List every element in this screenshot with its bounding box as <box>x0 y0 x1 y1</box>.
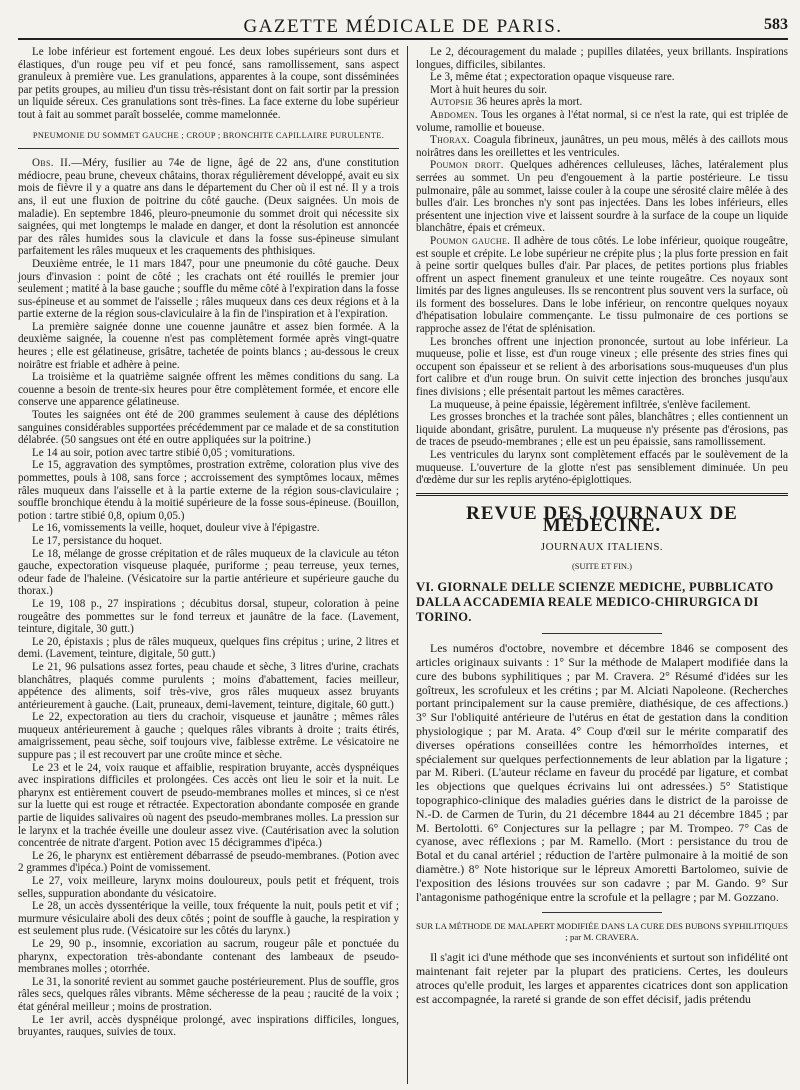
autopsie-text: 36 heures après la mort. <box>473 96 583 109</box>
paragraph-day-29: Le 29, 90 p., insomnie, excoriation au sacrum, rougeur pâle et ponctuée du pharynx, expectoration très-abondante contenant des lambeaux de pseudo-membranes molles ; otorrhée. <box>18 937 399 976</box>
paragraph-muqueuse: La muqueuse, à peine épaissie, légèrement infiltrée, s'enlève facilement. <box>430 398 751 411</box>
observation-paragraph <box>18 157 399 258</box>
paragraph-grosses-bronches: Les grosses bronches et la trachée sont pâles, blanchâtres ; elles contiennent un liquide abondant, grisâtre, purulent. La muqueuse n'y présente pas d'érosions, pas de traces de pseudo-membranes ; elle est un peu épaissie, sans ramollissement. <box>416 411 788 449</box>
observation-label: Obs. II. <box>32 157 72 170</box>
paragraph-day-22: Le 22, expectoration au tiers du crachoir, visqueuse et jaunâtre ; mêmes râles muqueux antérieurement à gauche ; quelques râles vibrants à droite ; traits étirés, amaigrissement, peau sèche, soif toujours vive, faiblesse extrême. Le vésicatoire ne suppure pas ; il est recouvert par une croûte mince et sèche. <box>18 711 399 762</box>
short-rule <box>542 633 662 634</box>
poumon-gauche-text: Il adhère de tous côtés. Le lobe inférieur, quoique rougeâtre, est souple et crépite. Le lobe supérieur ne crépite plus ; la plus forte pression en fait à peine sortir quelques bulles d'air. Par places, de petites portions plus friables offrent un aspect finement granuleux et une teinte rougeâtre. Ces noyaux sont limités par des lignes anguleuses. Ils se rencontrent plus souvent vers la surface, où ils forment des bosselures. Dans le lobe inférieur, on rencontre quelques noyaux d'hépatisation lobulaire commençante. Le tissu pulmonaire de ces portions se rapproche assez de l'état de splénisation. <box>416 234 788 336</box>
paragraph-day-28: Le 28, un accès dyssentérique la veille, toux fréquente la nuit, pouls petit et vif ; murmure vésiculaire aboli des deux côtés ; point de souffle à gauche, la respiration y est seulement plus rude. (Vésicatoire sur les côtés du larynx.) <box>18 900 399 938</box>
paragraph-entree: Deuxième entrée, le 11 mars 1847, pour une pneumonie du côté gauche. Deux jours d'invasion : point de côté ; les crachats ont été rouillés le premier jour seulement ; matité à la base gauche ; souffle du même côté à l'expiration dans la fosse sus-épineuse et au sommet de l'aisselle ; râles muqueux dans ces deux régions et à la partie externe de la région sous-claviculaire à la fin de l'inspiration et à l'expiration. <box>18 257 399 321</box>
observation-text: —Méry, fusilier au 74e de ligne, âgé de 22 ans, d'une constitution médiocre, peau brune, cheveux châtains, thorax régulièrement développé, avait eu six mois de fièvre il y a quatre ans dans le département du Cher où il est né. Il y a trois ans, il eut une fluxion de poitrine du côté gauche. (Deux saignées. Un mois de maladie). En septembre 1846, pleuro-pneumonie du sommet droit qui nécessite six saignées, qui met longtemps le malade en danger, et dont la résolution est annoncée par des râles humides sous la clavicule et dans la fosse sus-épineuse simulant parfaitement les râles muqueux et les craquements des phthisiques. <box>18 157 400 258</box>
paragraph-mort: Mort à huit heures du soir. <box>430 83 548 96</box>
column-divider <box>407 46 408 1084</box>
paragraph-day-19: Le 19, 108 p., 27 inspirations ; décubitus dorsal, stupeur, coloration à peine rougeâtre des pommettes sur le fond terreux et jaunâtre de la face. (Lavement, teinture, digitale, 30 gutt.) <box>18 597 399 636</box>
short-rule-2 <box>542 912 662 913</box>
paragraph-le-2: Le 2, découragement du malade ; pupilles dilatées, yeux brillants. Inspirations longues, difficiles, sibilantes. <box>416 46 788 71</box>
intro-paragraph: Le lobe inférieur est fortement engoué. Les deux lobes supérieurs sont durs et élastiques, d'un rouge peu vif et peu foncé, sans ramollissement, sans aspect granuleux à première vue. Les granulations, apparentes à la coupe, sont disséminées par petits groupes, au milieu d'un tissu très-résistant dont on fait sortir par la pression un liquide séreux. Ces granulations sont très-fines. La face externe du lobe supérieur tout à fait au sommet paraît bosselée, comme mamelonnée. <box>18 46 399 121</box>
page-number: 583 <box>764 16 788 33</box>
thorax-paragraph <box>416 134 788 159</box>
section-double-rule <box>416 493 788 496</box>
paragraph-day-18: Le 18, mélange de grosse crépitation et de râles muqueux de la clavicule au téton gauche, expectoration visqueuse plaquée, puriforme ; peau terreuse, yeux ternes, odeur fade de l'haleine. (Vésicatoire sur la partie antérieure et supérieure gauche du thorax.) <box>18 547 399 598</box>
abdomen-label: Abdomen. <box>430 108 478 121</box>
poumon-droit-paragraph <box>416 159 788 235</box>
giornale-heading: VI. GIORNALE DELLE SCIENZE MEDICHE, PUBBLICATO DALLA ACCADEMIA REALE MEDICO-CHIRURGICA DI TORINO. <box>416 580 774 625</box>
revue-subtitle: JOURNAUX ITALIENS. <box>540 540 664 553</box>
paragraph-day-21: Le 21, 96 pulsations assez fortes, peau chaude et sèche, 3 litres d'urine, crachats blanchâtres, plaqués comme purulents ; moins d'abattement, facies meilleur, appétence des aliments, soif très-vive, gros râles muqueux assez bruyants antérieurement à gauche. (Lait, pruneaux, demi-lavement, teinture, digitale, 60 gutt.) <box>18 660 399 711</box>
paragraph-day-20: Le 20, épistaxis ; plus de râles muqueux, quelques fins crépitus ; urine, 2 litres et demi. (Lavement, teinture, digitale, 50 gutt.) <box>18 635 399 661</box>
autopsie-label: Autopsie <box>430 96 474 109</box>
paragraph-sagit: Il s'agit ici d'une méthode que ses inconvénients et surtout son infidélité ont maintenant fait rejeter par la plupart des praticiens. Certes, les douleurs atroces qu'elle produit, les larges et apparentes cicatrices dont son application est accompagnée, la rareté si grande de son effet décisif, jadis prétendu <box>416 950 788 1006</box>
paragraph-numeros: Les numéros d'octobre, novembre et décembre 1846 se composent des articles originaux suivants : 1° Sur la méthode de Malapert modifiée dans la cure des bubons syphilitiques ; par M. Cravera. 2° Résumé d'idées sur les goîtreux, les scrofuleux et les crétins ; par M. Alciati Napoleone. (Recherches portant principalement sur la cause première, diathésique, de ces affections.) 3° Sur l'obliquité antérieure de l'utérus en état de gestation dans la condition physiologique ; par M. Arata. 4° Coup d'œil sur le mérite comparatif des diverses opérations conseillées contre les hémorrhoïdes internes, et spécialement sur quelques perfectionnements de leur ablation par la ligature ; par M. Riberi. (L'auteur réclame en faveur du procédé par ligature, et combat les objections que quelques écrivains lui ont adressées.) 5° Statistique topographico-clinique des maladies guéries dans le district de la paroisse de N.-D. de Carmen de Turin, du 21 décembre 1844 au 21 décembre 1845 ; par M. Bertolotti. 6° Conjectures sur la pellagre ; par M. Trompeo. 7° Cas de cyanose, avec réflexions ; par M. Ramello. (Mort : persistance du trou de Botal et du canal artériel ; réduction de l'artère pulmonaire à la moitié de son diamètre.) 8° Note historique sur le lépreux Amoretti Bartolomeo, suivie de l'exposition des lésions trouvées sur son cadavre ; par M. Gando. 9° Sur l'antagonisme pathogénique entre la scrofule et la pellagre ; par M. Gozzano. <box>416 641 788 904</box>
paragraph-day-14: Le 14 au soir, potion avec tartre stibié 0,05 ; vomiturations. <box>32 446 295 459</box>
left-column <box>18 46 399 1039</box>
right-column <box>416 46 788 1006</box>
paragraph-saignee-1: La première saignée donne une couenne jaunâtre et assez bien formée. A la deuxième saignée, la couenne n'est pas complètement formée après vingt-quatre heures ; elle est gélatineuse, grisâtre, tachetée de points blancs ; au-dessous le creux noirâtre est friable et adhère à peine. <box>18 320 399 371</box>
thorax-label: Thorax. <box>430 134 471 147</box>
abdomen-text: Tous les organes à l'état normal, si ce n'est la rate, qui est triplée de volume, ramollie et boueuse. <box>416 108 788 134</box>
paragraph-bronches: Les bronches offrent une injection prononcée, surtout au lobe inférieur. La muqueuse, polie et lisse, est d'un rouge vineux ; elle présente des stries fines qui occupent son épaisseur et se relient à des arborisations sous-muqueuses d'un plus fort calibre et d'un rouge brun. On suivit cette injection des bronches jusqu'aux fines divisions ; elle présentait partout les mêmes caractères. <box>416 335 788 399</box>
paragraph-saignee-3: La troisième et la quatrième saignée offrent les mêmes conditions du sang. La couenne a besoin de trente-six heures pour être complètement formée, et encore elle conserve une apparence gélatineuse. <box>18 371 399 409</box>
paragraph-april-1: Le 1er avril, accès dyspnéique prolongé, avec inspirations difficiles, longues, bruyantes, rauques, suivies de toux. <box>18 1013 399 1039</box>
paragraph-le-3: Le 3, même état ; expectoration opaque visqueuse rare. <box>430 71 675 84</box>
malapert-heading: SUR LA MÉTHODE DE MALAPERT MODIFIÉE DANS LA CURE DES BUBONS SYPHILITIQUES ; par M. CRAVERA. <box>416 921 788 943</box>
paragraph-day-31: Le 31, la sonorité revient au sommet gauche postérieurement. Plus de souffle, gros râles secs, quelques râles vibrants. Même sécheresse de la peau ; raucité de la voix ; état général meilleur ; moins de prostration. <box>18 975 399 1013</box>
abdomen-paragraph <box>416 109 788 134</box>
journal-title: GAZETTE MÉDICALE DE PARIS. <box>243 16 563 37</box>
autopsie-paragraph <box>416 96 788 109</box>
thorax-text: Coagula fibrineux, jaunâtres, un peu mous, mêlés à des caillots mous noirâtres dans les oreillettes et les ventricules. <box>416 134 788 159</box>
paragraph-day-15: Le 15, aggravation des symptômes, prostration extrême, coloration plus vive des pommettes, pouls à 108, sans force ; accroissement des symptômes locaux, mêmes râles muqueux dans l'aisselle et à la partie externe de la région sous-claviculaire ; souffle bronchique étendu à la moitié supérieure de la fosse sous-épineuse. (Bouillon, potion : tartre stibié 0,8, opium 0,05.) <box>18 459 399 522</box>
paragraph-day-16: Le 16, vomissements la veille, hoquet, douleur vive à l'épigastre. <box>32 522 320 535</box>
section-rule <box>18 148 399 149</box>
poumon-gauche-paragraph <box>416 235 788 336</box>
section-heading: PNEUMONIE DU SOMMET GAUCHE ; CROUP ; BRONCHITE CAPILLAIRE PURULENTE. <box>32 130 385 140</box>
page-header <box>18 14 788 40</box>
revue-title: REVUE DES JOURNAUX DE MÉDECINE. <box>466 502 738 537</box>
paragraph-day-26: Le 26, le pharynx est entièrement débarrassé de pseudo-membranes. (Potion avec 2 grammes d'ipéca.) Point de vomissement. <box>18 849 399 875</box>
paragraph-toutes: Toutes les saignées ont été de 200 grammes seulement à cause des déplétions sanguines considérables supportées précédemment par ce malade et de sa constitution délabrée. (50 sangsues ont été en outre appliquées sur la poitrine.) <box>18 409 399 447</box>
paragraph-day-17: Le 17, persistance du hoquet. <box>32 534 163 547</box>
poumon-droit-text: Quelques adhérences celluleuses, lâches, latéralement plus serrées au sommet. Un peu d'engouement à la partie postérieure. Le tissu pulmonaire, pâle au sommet, laisse couler à la coupe une sérosité claire mêlée à des bulles d'air. Les bronches n'y sont pas injectées. Dans les lobes inférieurs, elles présentent une injection vive et laissent sourdre à la surface de la coupe un liquide blanchâtre, épais et crémeux. <box>416 159 789 235</box>
paragraph-day-23: Le 23 et le 24, voix rauque et affaiblie, respiration bruyante, accès dyspnéiques avec inspirations difficiles et prolongées. Ces accès ont lieu le soir et la nuit. Le pharynx est entièrement couvert de pseudo-membranes molles et minces, si ce n'est sur la luette qui est rouge et rétractée. Expectoration abondante composée en grande partie de liquides salivaires où nagent des pseudo-membranes molles. La pression sur le larynx et la trachée éveille une douleur assez vive. (Cautérisation avec la solution concentrée de nitrate d'argent. Potion avec 15 décigrammes d'ipéca.) <box>18 761 399 850</box>
poumon-droit-label: Poumon droit. <box>430 159 504 172</box>
revue-suite: (SUITE ET FIN.) <box>571 560 633 571</box>
paragraph-ventricules: Les ventricules du larynx sont complètement effacés par le soulèvement de la muqueuse. L'ouverture de la glotte n'est pas sensiblement diminuée. Un peu d'œdème dur sur les replis aryténo-épiglottiques. <box>416 449 788 487</box>
poumon-gauche-label: Poumon gauche. <box>430 234 511 247</box>
paragraph-day-27: Le 27, voix meilleure, larynx moins douloureux, pouls petit et fréquent, trois selles, suppuration abondante du vésicatoire. <box>18 875 399 900</box>
